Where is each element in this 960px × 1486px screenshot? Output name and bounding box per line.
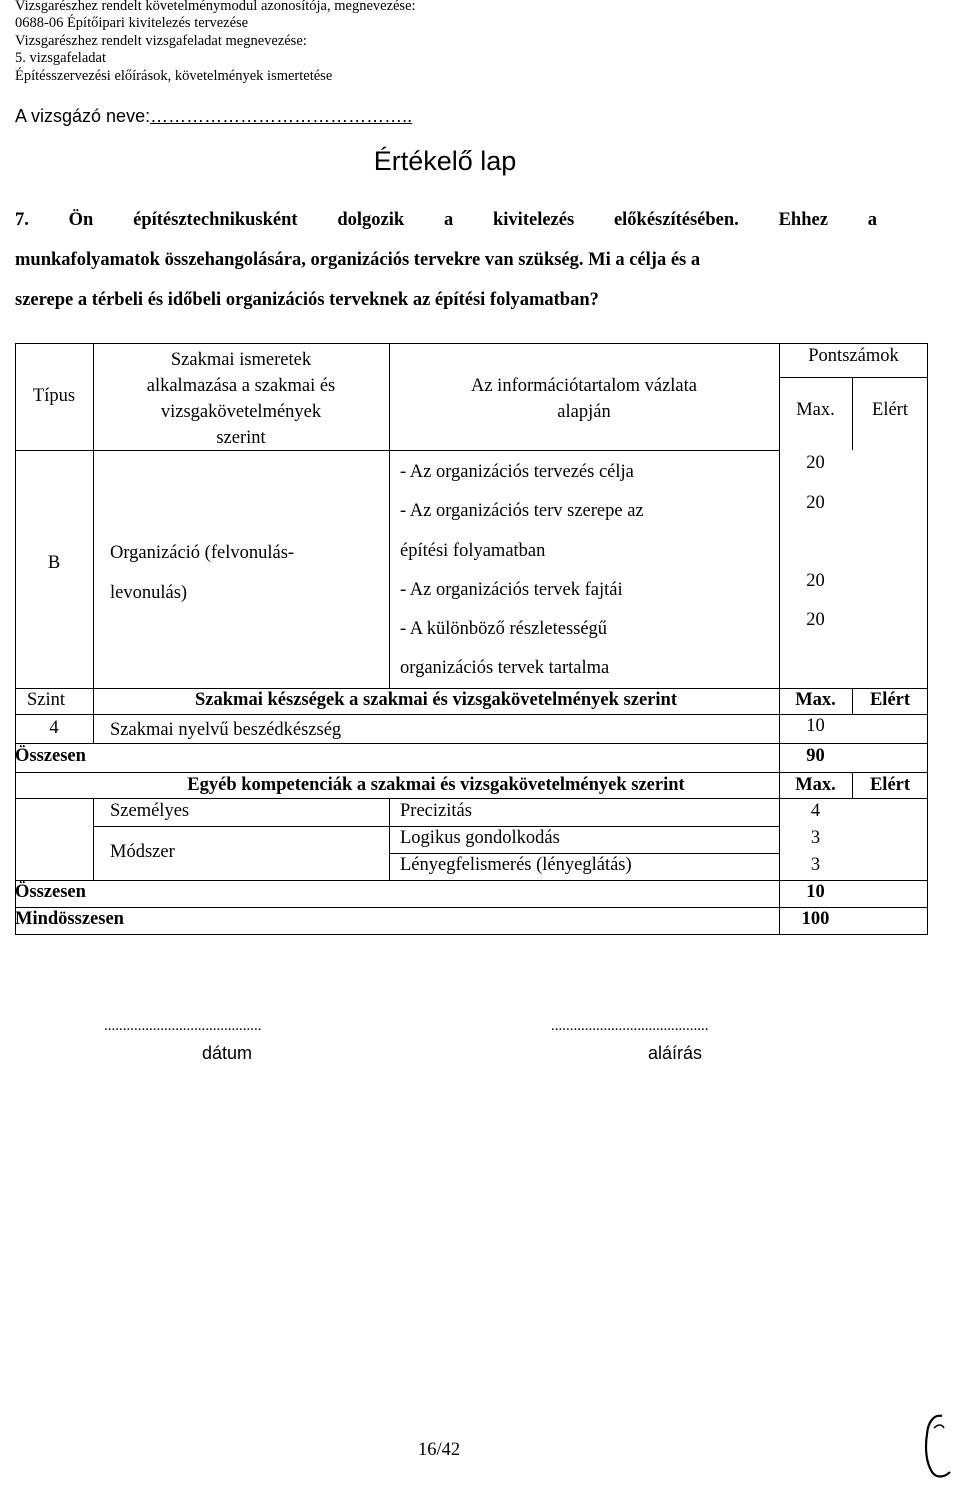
question-line-2: munkafolyamatok összehangolására, organizációs tervekre van szükség. Mi a célja és a	[15, 250, 701, 270]
page-title: Értékelő lap	[373, 146, 517, 176]
header-line: Építésszervezési előírások, követelmények ismertetése	[15, 68, 333, 84]
subtotal-value: 90	[806, 746, 825, 766]
question-word: a	[867, 210, 877, 230]
handwritten-mark-icon	[920, 1412, 958, 1482]
competency-max: 3	[810, 828, 821, 848]
header-line: 5. vizsgafeladat	[15, 50, 106, 66]
info-list	[400, 453, 644, 689]
column-header-pontszamok: Pontszámok	[808, 346, 899, 366]
competency-name: Logikus gondolkodás	[400, 828, 560, 848]
competency-max: 3	[810, 855, 821, 875]
header-line: Vizsgarészhez rendelt vizsgafeladat megnevezése:	[15, 33, 307, 49]
header-line: alkalmazása a szakmai és	[146, 376, 336, 396]
max-header: Max.	[795, 690, 836, 710]
max-score: 20	[806, 453, 825, 473]
date-dots: ..........................................	[104, 1018, 262, 1034]
skill-name: Szakmai nyelvű beszédkészség	[110, 720, 342, 740]
candidate-name-field: ……………………………………..	[150, 106, 413, 126]
question-word: építésztechnikusként	[133, 210, 298, 230]
column-header-info	[389, 373, 779, 425]
signature-dots: ..........................................	[551, 1018, 709, 1034]
max-header: Max.	[795, 775, 836, 795]
question-word: előkészítésében.	[613, 210, 739, 230]
date-label: dátum	[202, 1043, 253, 1063]
max-score: 20	[806, 493, 825, 513]
candidate-name-label: A vizsgázó neve:	[15, 106, 151, 126]
header-line: Szakmai ismeretek	[170, 350, 312, 370]
grand-total-label: Mindösszesen	[15, 909, 124, 929]
subtotal-label: Összesen	[15, 746, 86, 766]
subtotal-label: Összesen	[15, 882, 86, 902]
max-score: 20	[806, 571, 825, 591]
competency-max: 4	[810, 801, 821, 821]
level-value: 4	[49, 718, 59, 738]
question-word: dolgozik	[337, 210, 405, 230]
header-line: alapján	[557, 402, 611, 422]
elert-header: Elért	[869, 775, 911, 795]
grand-total-value: 100	[801, 909, 830, 929]
skills-header: Szakmai készségek a szakmai és vizsgakövetelmények szerint	[195, 690, 677, 710]
topic-cell	[110, 533, 294, 613]
column-header-elert: Elért	[872, 400, 908, 420]
column-header-max: Max.	[796, 400, 835, 420]
question-word: a	[443, 210, 454, 230]
competency-category: Személyes	[110, 801, 190, 821]
header-line: 0688-06 Építőipari kivitelezés tervezése	[15, 15, 249, 31]
column-header-tipus: Típus	[32, 386, 76, 406]
other-competencies-header: Egyéb kompetenciák a szakmai és vizsgakövetelmények szerint	[187, 775, 685, 795]
info-item: - Az organizációs tervek fajtái	[400, 579, 623, 600]
info-item: - Az organizációs tervezés célja	[400, 462, 634, 482]
competency-name: Lényegfelismerés (lényeglátás)	[400, 855, 632, 875]
question-line-3: szerepe a térbeli és időbeli organizációs terveknek az építési folyamatban?	[15, 290, 599, 310]
info-item: építési folyamatban	[400, 540, 546, 561]
header-line: szerint	[216, 428, 266, 448]
topic-line: Organizáció (felvonulás-	[110, 543, 295, 563]
competency-name: Precizitás	[400, 801, 472, 821]
header-line: Az információtartalom vázlata	[470, 376, 697, 396]
question-word: Ön	[68, 210, 94, 230]
topic-line: levonulás)	[110, 583, 188, 603]
question-word: kivitelezés	[493, 210, 575, 230]
skill-max: 10	[806, 716, 825, 736]
competency-category: Módszer	[110, 842, 175, 862]
info-item: - A különböző részletességű	[400, 619, 608, 640]
max-score: 20	[806, 610, 825, 630]
column-header-szakmai-ismeretek	[93, 347, 389, 451]
question-word: 7.	[15, 210, 29, 230]
type-value: B	[47, 553, 61, 573]
question-word: Ehhez	[778, 210, 828, 230]
elert-header: Elért	[869, 690, 911, 710]
level-header: Szint	[27, 690, 66, 710]
header-line: Vizsgarészhez rendelt követelménymodul azonosítója, megnevezése:	[15, 0, 416, 14]
header-line: vizsgakövetelmények	[160, 402, 322, 422]
page-number: 16/42	[418, 1440, 461, 1460]
info-item: - Az organizációs terv szerepe az	[400, 501, 644, 522]
subtotal-value: 10	[806, 882, 825, 902]
info-item: organizációs tervek tartalma	[400, 658, 610, 679]
signature-label: aláírás	[648, 1043, 703, 1063]
